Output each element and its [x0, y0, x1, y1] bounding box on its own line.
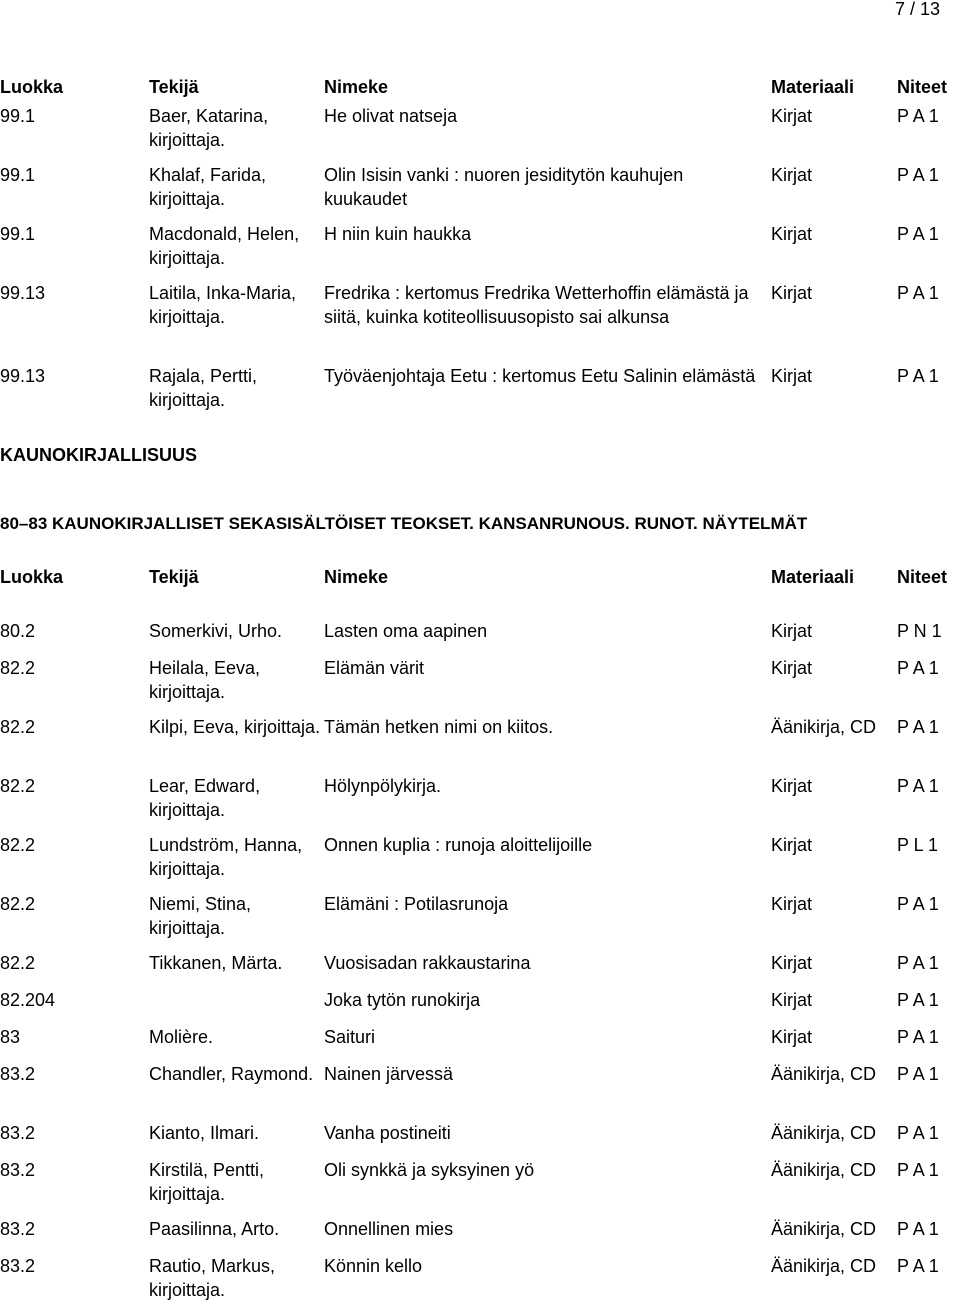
cell-materiaali: Kirjat	[771, 283, 813, 303]
cell-niteet: P A 1	[897, 165, 939, 185]
cell-luokka: 99.13	[0, 283, 46, 303]
cell-nimeke: Onnellinen mies	[324, 1219, 454, 1239]
cell-luokka: 83.2	[0, 1160, 36, 1180]
cell-materiaali: Kirjat	[771, 776, 813, 796]
cell-niteet: P L 1	[897, 835, 939, 855]
cell-luokka: 82.2	[0, 835, 36, 855]
cell-nimeke: Elämäni : Potilasrunoja	[324, 894, 509, 914]
cell-tekija: Kilpi, Eeva, kirjoittaja.	[149, 717, 321, 737]
cell-materiaali: Kirjat	[771, 1027, 813, 1047]
cell-luokka: 83.2	[0, 1219, 36, 1239]
cell-materiaali: Kirjat	[771, 165, 813, 185]
cell-nimeke: Onnen kuplia : runoja aloittelijoille	[324, 835, 593, 855]
cell-tekija: Rajala, Pertti, kirjoittaja.	[149, 366, 258, 410]
cell-nimeke: Nainen järvessä	[324, 1064, 454, 1084]
header-niteet: Niteet	[897, 77, 948, 97]
cell-niteet: P A 1	[897, 1027, 939, 1047]
cell-materiaali: Äänikirja, CD	[771, 717, 877, 737]
cell-tekija: Rautio, Markus, kirjoittaja.	[149, 1256, 276, 1300]
cell-tekija: Lear, Edward, kirjoittaja.	[149, 776, 261, 820]
cell-materiaali: Kirjat	[771, 990, 813, 1010]
cell-luokka: 83.2	[0, 1123, 36, 1143]
cell-nimeke: Tämän hetken nimi on kiitos.	[324, 717, 554, 737]
cell-materiaali: Kirjat	[771, 894, 813, 914]
cell-materiaali: Kirjat	[771, 835, 813, 855]
header-luokka: Luokka	[0, 567, 64, 587]
cell-niteet: P A 1	[897, 1123, 939, 1143]
cell-nimeke: Hölynpölykirja.	[324, 776, 442, 796]
cell-nimeke: Oli synkkä ja syksyinen yö	[324, 1160, 535, 1180]
cell-niteet: P A 1	[897, 1160, 939, 1180]
cell-materiaali: Kirjat	[771, 224, 813, 244]
cell-nimeke: Olin Isisin vanki : nuoren jesiditytön kauhujen kuukaudet	[324, 165, 684, 209]
cell-niteet: P A 1	[897, 1219, 939, 1239]
header-materiaali: Materiaali	[771, 77, 855, 97]
cell-tekija: Macdonald, Helen, kirjoittaja.	[149, 224, 300, 268]
cell-niteet: P A 1	[897, 283, 939, 303]
cell-tekija: Kianto, Ilmari.	[149, 1123, 260, 1143]
cell-niteet: P A 1	[897, 658, 939, 678]
cell-tekija: Paasilinna, Arto.	[149, 1219, 280, 1239]
cell-luokka: 82.2	[0, 894, 36, 914]
cell-luokka: 99.1	[0, 106, 36, 126]
cell-niteet: P A 1	[897, 224, 939, 244]
cell-luokka: 99.1	[0, 224, 36, 244]
cell-tekija: Chandler, Raymond.	[149, 1064, 314, 1084]
cell-tekija: Niemi, Stina, kirjoittaja.	[149, 894, 252, 938]
cell-materiaali: Kirjat	[771, 366, 813, 386]
cell-nimeke: Saituri	[324, 1027, 376, 1047]
header-luokka: Luokka	[0, 77, 64, 97]
cell-niteet: P A 1	[897, 990, 939, 1010]
header-tekija: Tekijä	[149, 77, 199, 97]
cell-materiaali: Äänikirja, CD	[771, 1219, 877, 1239]
cell-materiaali: Kirjat	[771, 953, 813, 973]
cell-niteet: P A 1	[897, 894, 939, 914]
cell-luokka: 82.2	[0, 776, 36, 796]
cell-materiaali: Äänikirja, CD	[771, 1256, 877, 1276]
header-nimeke: Nimeke	[324, 77, 389, 97]
cell-luokka: 83.2	[0, 1064, 36, 1084]
cell-niteet: P A 1	[897, 776, 939, 796]
cell-luokka: 82.2	[0, 658, 36, 678]
section-title: KAUNOKIRJALLISUUS	[0, 445, 198, 465]
cell-tekija: Molière.	[149, 1027, 214, 1047]
cell-luokka: 80.2	[0, 621, 36, 641]
cell-nimeke: He olivat natseja	[324, 106, 458, 126]
cell-niteet: P N 1	[897, 621, 942, 641]
cell-tekija: Heilala, Eeva, kirjoittaja.	[149, 658, 261, 702]
cell-nimeke: Fredrika : kertomus Fredrika Wetterhoffin elämästä ja siitä, kuinka kotiteollisuusopisto sai alkunsa	[324, 283, 749, 327]
cell-luokka: 82.2	[0, 953, 36, 973]
cell-materiaali: Äänikirja, CD	[771, 1160, 877, 1180]
header-nimeke: Nimeke	[324, 567, 389, 587]
cell-niteet: P A 1	[897, 1064, 939, 1084]
cell-tekija: Baer, Katarina, kirjoittaja.	[149, 106, 269, 150]
cell-nimeke: Lasten oma aapinen	[324, 621, 488, 641]
cell-luokka: 99.1	[0, 165, 36, 185]
cell-luokka: 83.2	[0, 1256, 36, 1276]
header-tekija: Tekijä	[149, 567, 199, 587]
cell-nimeke: Elämän värit	[324, 658, 425, 678]
cell-niteet: P A 1	[897, 717, 939, 737]
subsection-title: 80–83 KAUNOKIRJALLISET SEKASISÄLTÖISET TEOKSET. KANSANRUNOUS. RUNOT. NÄYTELMÄT	[0, 514, 808, 533]
cell-tekija: Somerkivi, Urho.	[149, 621, 283, 641]
cell-materiaali: Kirjat	[771, 658, 813, 678]
cell-luokka: 83	[0, 1027, 21, 1047]
page-number: 7 / 13	[894, 0, 940, 19]
cell-nimeke: Työväenjohtaja Eetu : kertomus Eetu Salinin elämästä	[324, 366, 756, 386]
cell-niteet: P A 1	[897, 1256, 939, 1276]
cell-tekija: Tikkanen, Märta.	[149, 953, 283, 973]
cell-nimeke: Vanha postineiti	[324, 1123, 451, 1143]
cell-materiaali: Äänikirja, CD	[771, 1064, 877, 1084]
cell-nimeke: Joka tytön runokirja	[324, 990, 481, 1010]
cell-luokka: 82.204	[0, 990, 56, 1010]
cell-materiaali: Kirjat	[771, 621, 813, 641]
cell-tekija: Lundström, Hanna, kirjoittaja.	[149, 835, 303, 879]
cell-luokka: 82.2	[0, 717, 36, 737]
header-materiaali: Materiaali	[771, 567, 855, 587]
cell-tekija: Khalaf, Farida, kirjoittaja.	[149, 165, 267, 209]
cell-niteet: P A 1	[897, 366, 939, 386]
cell-luokka: 99.13	[0, 366, 46, 386]
header-niteet: Niteet	[897, 567, 948, 587]
cell-tekija: Laitila, Inka-Maria, kirjoittaja.	[149, 283, 297, 327]
cell-niteet: P A 1	[897, 106, 939, 126]
cell-tekija: Kirstilä, Pentti, kirjoittaja.	[149, 1160, 265, 1204]
cell-nimeke: H niin kuin haukka	[324, 224, 472, 244]
cell-nimeke: Könnin kello	[324, 1256, 423, 1276]
cell-nimeke: Vuosisadan rakkaustarina	[324, 953, 531, 973]
cell-materiaali: Kirjat	[771, 106, 813, 126]
cell-materiaali: Äänikirja, CD	[771, 1123, 877, 1143]
cell-niteet: P A 1	[897, 953, 939, 973]
